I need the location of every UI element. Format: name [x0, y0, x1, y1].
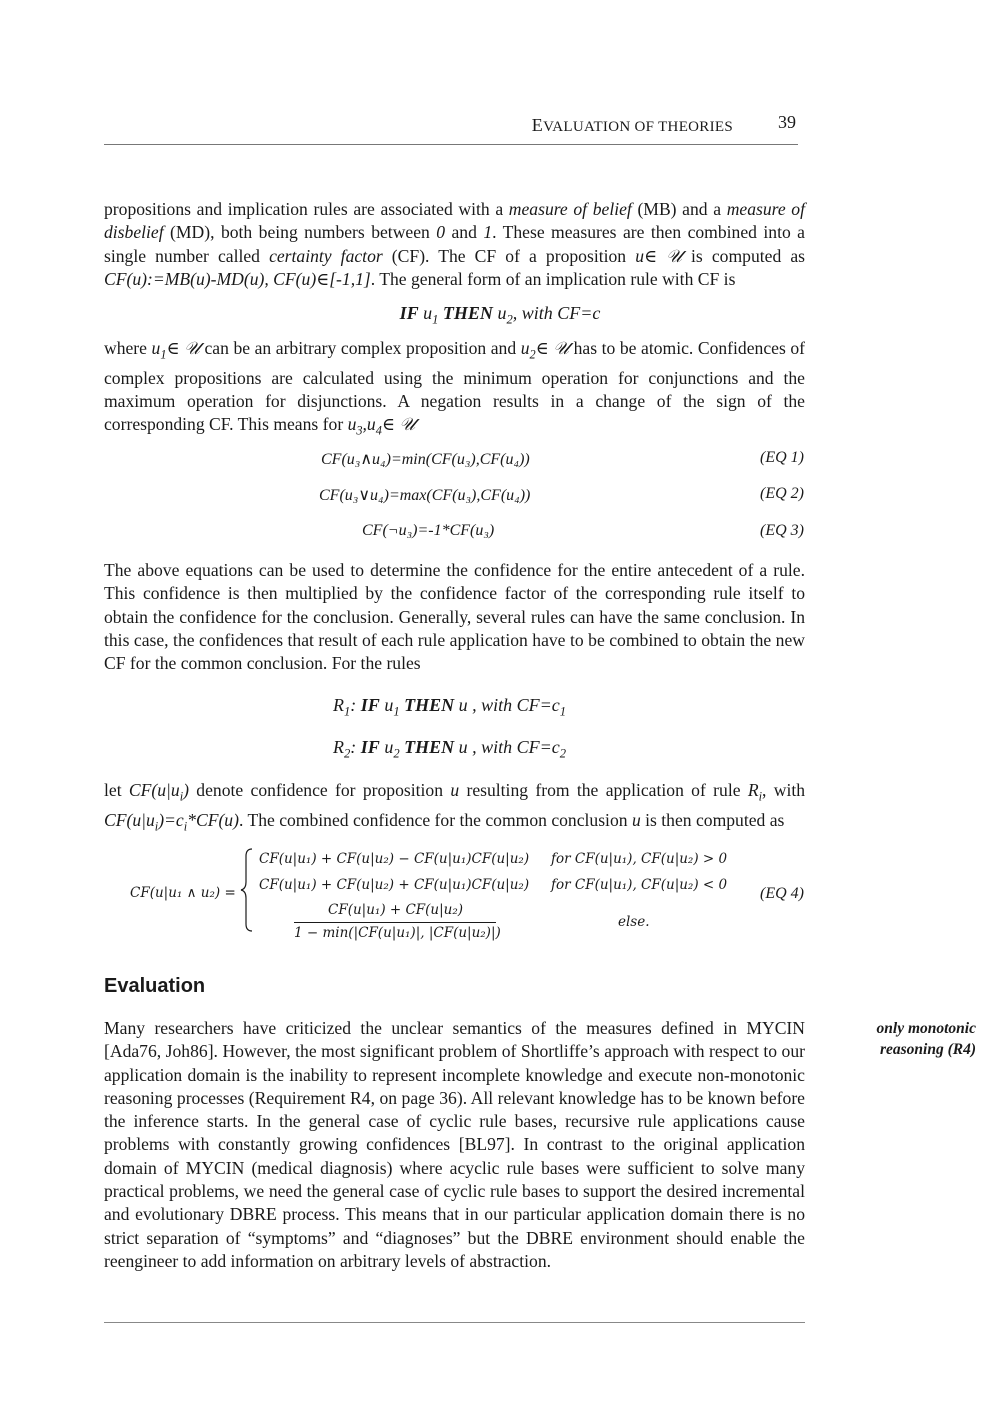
paragraph-confidences: where $u_1\in$ 𝒰 can be an arbitrary complex proposition and $u_2\in$ 𝒰 has to be atomic. Confidences of complex propositions are calculated using the minimum operation for conjunctions and the maximum operation for disjunctions. A negation results in a change of the sign of the corresponding CF. This means for $u_3,u_4\in$ 𝒰 [104, 338, 806, 438]
eq4-brace [240, 848, 254, 932]
running-header [104, 112, 798, 145]
eq4-numerator: CF(u|u₁) + CF(u|u₂) [328, 902, 464, 918]
paragraph-combination: The above equations can be used to determine the confidence for the entire antecedent of a rule. This confidence is then multiplied by the confidence factor of the corresponding rule itself to obtain the confidence for the conclusion. Generally, several rules can have the same conclusion. In this case, the confidences that result of each rule application have to be combined to obtain the new CF for the common conclusion. For the rules [104, 560, 805, 674]
eq4-denominator: 1 − min(|CF(u|u₁)|, |CF(u|u₂)|) [294, 925, 501, 941]
equation-1: CF(u₃∧u₄)=min(CF(u₃),CF(u₄)) [321, 451, 530, 468]
running-title: EVALUATION OF THEORIES [531, 115, 733, 135]
paragraph-evaluation: Many researchers have criticized the unclear semantics of the measures defined in MYCIN [Ada76, Joh86]. However, the most significant problem of Shortliffe’s approach with respect to our application domain is the inability to represent incomplete knowledge and execute non-monotonic reasoning processes (Requirement R4, on page 36). All relevant knowledge has to be known before the inference starts. In the general case of cyclic rule bases, recursive rule applications cause problems with constantly growing confidences [BL97]. In contrast to the original application domain of MYCIN (medical diagnosis) where acyclic rule bases were sufficient to solve many practical problems, we need the general case of cyclic rule bases to support the desired incremental and evolutionary DBRE process. This means that in our particular application domain there is no strict separation of “symptoms” and “diagnoses” but the DBRE environment should enable the reengineer to add information on arbitrary levels of abstraction. [104, 1018, 805, 1271]
section-heading: Evaluation [104, 975, 206, 997]
equation-3-label: (EQ 3) [760, 522, 804, 539]
equation-1-label: (EQ 1) [760, 449, 804, 466]
general-rule-formula: IF $u_1$ THEN $u_2$, with CF=c [399, 303, 601, 327]
eq4-label: (EQ 4) [760, 885, 804, 902]
paragraph-intro: propositions and implication rules are associated with a measure of belief (MB) and a measure of disbelief (MD), both being numbers between 0 and 1. These measures are then combined into a single number called certainty factor (CF). The CF of a proposition u∈ 𝒰 is computed as CF(u):=MB(u)-MD(u), CF(u)∈[-1,1]. The general form of an implication rule with CF is [104, 199, 805, 289]
eq4-cond3: else. [618, 914, 650, 930]
footer-divider [104, 1322, 805, 1323]
rule-r1: $R_1$: IF $u_1$ THEN u , with $CF=c_1$ [333, 695, 567, 719]
eq4-cond1: for CF(u|u₁), CF(u|u₂) > 0 [551, 851, 728, 867]
eq4-lhs: CF(u|u₁ ∧ u₂) = [130, 885, 236, 901]
page-number: 39 [778, 112, 796, 132]
paragraph-let: let $CF(u|u_i)$ denote confidence for proposition u resulting from the application of rule $R_i$, with $CF(u|u_i)=c_i*CF(u)$. The combined confidence for the common conclusion u is then computed as [104, 780, 806, 834]
equation-3: CF(¬u₃)=-1*CF(u₃) [362, 522, 495, 539]
rule-r2: $R_2$: IF $u_2$ THEN u , with $CF=c_2$ [333, 737, 567, 761]
eq4-case2: CF(u|u₁) + CF(u|u₂) + CF(u|u₁)CF(u|u₂) [259, 877, 530, 893]
eq4-fraction-bar [294, 922, 496, 923]
equation-2: CF(u₃∨u₄)=max(CF(u₃),CF(u₄)) [319, 487, 531, 504]
eq4-cond2: for CF(u|u₁), CF(u|u₂) < 0 [551, 877, 728, 893]
margin-note: only monotonic reasoning (R4) [876, 1020, 976, 1058]
eq4-case1: CF(u|u₁) + CF(u|u₂) − CF(u|u₁)CF(u|u₂) [259, 851, 530, 867]
equation-2-label: (EQ 2) [760, 485, 804, 502]
